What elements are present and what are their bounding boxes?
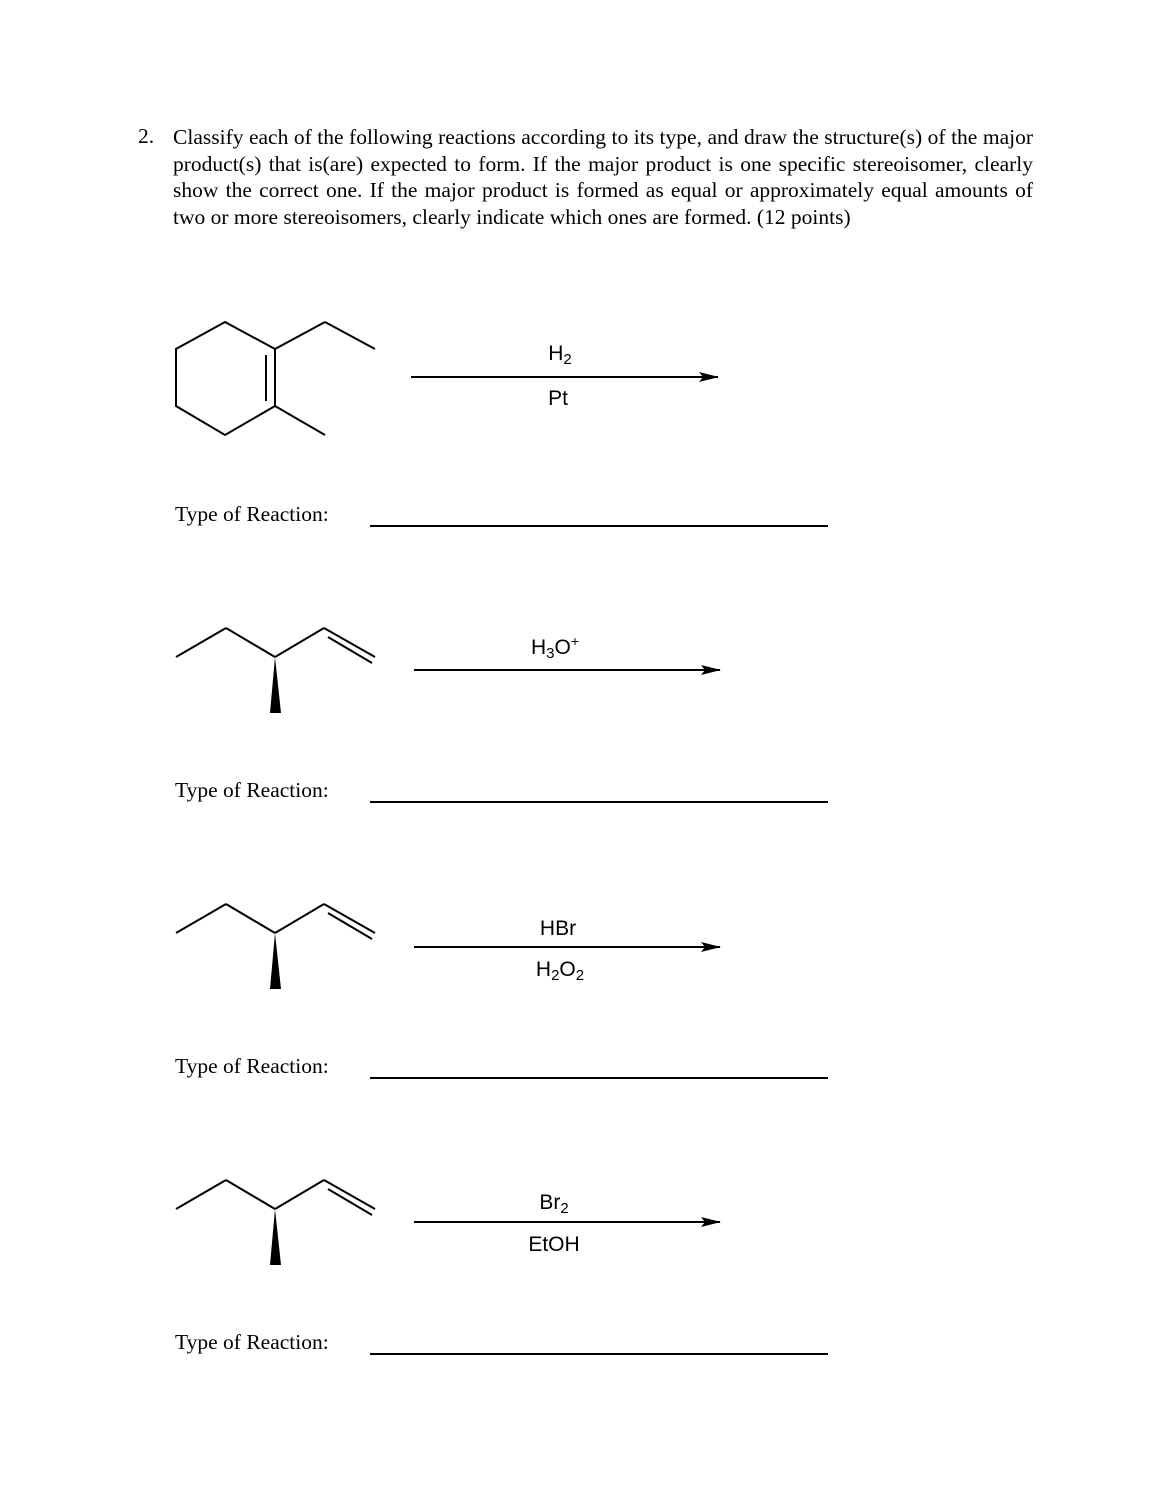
wedge-bond-4 (270, 1209, 281, 1265)
reagent-4-bottom: EtOH (528, 1233, 580, 1256)
type-of-reaction-label-1: Type of Reaction: (175, 502, 329, 526)
reactant-4-structure (176, 1180, 375, 1215)
answer-line-4[interactable] (370, 1353, 828, 1355)
reagent-2-top: $H_3O^+$ (530, 633, 580, 662)
type-of-reaction-label-2: Type of Reaction: (175, 778, 329, 802)
question-number: 2. (138, 124, 155, 148)
answer-line-1[interactable] (370, 525, 828, 527)
answer-line-3[interactable] (370, 1077, 828, 1079)
reagent-4-top: $Br_2$ (539, 1191, 569, 1217)
answer-line-2[interactable] (370, 801, 828, 803)
wedge-bond-2 (270, 657, 281, 713)
type-of-reaction-label-4: Type of Reaction: (175, 1330, 329, 1354)
reactant-2-structure (176, 628, 375, 663)
reagent-3-bottom: $H_2O_2$ (535, 958, 585, 984)
question-text: Classify each of the following reactions according to its type, and draw the structure(s) of the major product(s) that is(are) expected to form. If the major product is one specific stereoisomer, clearly show the correct one. If the major product is formed as equal or approximately equal amounts of two or more stereoisomers, clearly indicate which ones are formed. (12 points) (173, 125, 1033, 229)
reagent-1-bottom: Pt (548, 387, 568, 410)
reactant-3-structure (176, 904, 375, 939)
reagent-1-top: $H_2$ (548, 342, 572, 368)
type-of-reaction-label-3: Type of Reaction: (175, 1054, 329, 1078)
wedge-bond-3 (270, 933, 281, 989)
reactant-1-structure (176, 322, 375, 435)
reagent-3-top: HBr (539, 917, 577, 940)
